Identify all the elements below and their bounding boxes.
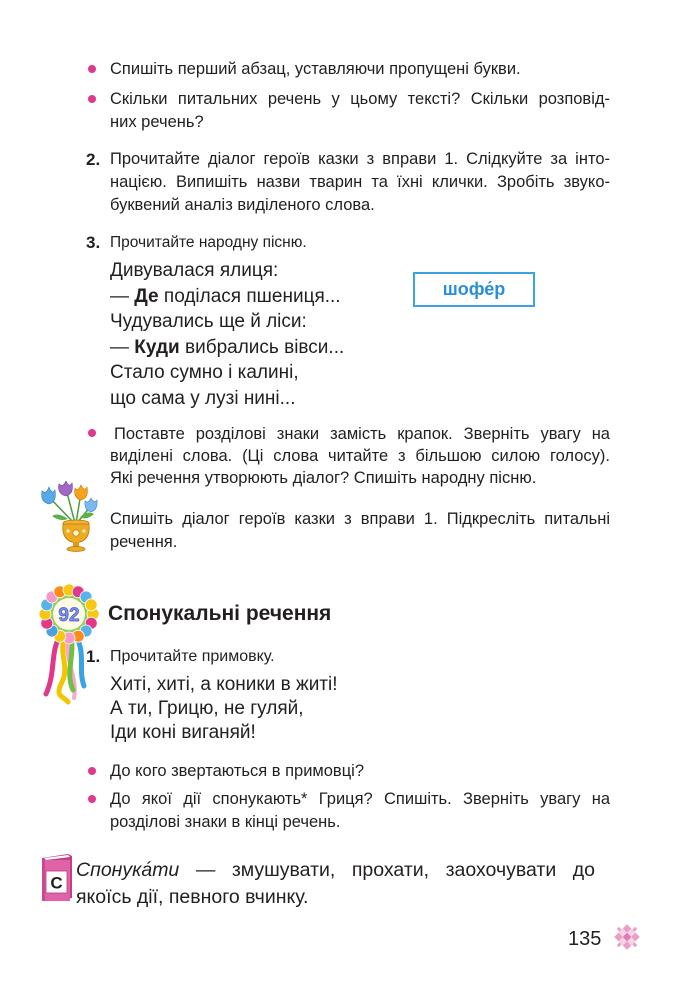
dictionary-term: Спонука́ти (76, 859, 180, 881)
exercise-instruction: Прочитайте народну пісню. (110, 234, 307, 251)
exercise-3 (86, 231, 610, 254)
page-number: 135 (568, 928, 602, 950)
task-bullet-item (110, 88, 610, 134)
task-bullet-item (110, 58, 610, 81)
task-bullet-item (110, 760, 610, 783)
task-line: До кого звертаються в примовці? (110, 762, 364, 780)
exercise-number: 3. (86, 233, 101, 252)
task-line: Які речення утворюють діалог? Спишіть народну пісню. (110, 469, 537, 487)
dictionary-entry (76, 857, 595, 911)
exercise-number: 1. (86, 647, 101, 666)
poem-line-text: що сама у лузі нині... (110, 387, 296, 409)
poem-line (110, 386, 344, 412)
exercise-instruction: Прочитайте примовку. (110, 648, 275, 665)
poem-line-text: Чудувались ще й ліси: (110, 311, 307, 332)
bullet-dot (88, 767, 96, 775)
exercise-line: нацією. Випишіть назви тварин та їхні клички. Зробіть звуко- (110, 173, 610, 191)
poem-line-text: вибрались вівси... (185, 336, 345, 358)
lesson-title: Спонукальні речення (108, 602, 332, 625)
bullet-dot (88, 95, 96, 103)
bullet-dot (88, 429, 96, 437)
task-line: них речень? (110, 113, 204, 131)
poem-line (110, 284, 344, 310)
bullet-dot (88, 795, 96, 803)
dictionary-definition: — змушувати, прохати, заохочувати до (195, 859, 595, 881)
exercise-line: Прочитайте діалог героїв казки з вправи 1. Слідкуйте за інто- (110, 150, 610, 168)
task-line: Скільки питальних речень у цьому тексті? Скільки розповід- (110, 90, 610, 108)
poem-line (110, 258, 344, 284)
flower-vase-icon (36, 481, 98, 553)
exercise-number: 2. (86, 150, 101, 169)
embroidery-ornament-icon (612, 922, 642, 952)
lesson-number: 92 (58, 605, 80, 626)
exercise-line: буквений аналіз виділеного слова. (110, 196, 375, 214)
poem-line: А ти, Грицю, не гуляй, (110, 698, 304, 719)
poem-line (110, 360, 344, 386)
lesson-exercise-1 (86, 645, 610, 668)
poem-line: Хиті, хиті, а коники в житі! (110, 674, 338, 695)
poem-line (110, 335, 344, 361)
task-line: Поставте розділові знаки замість крапок. Зверніть увагу на (114, 425, 610, 443)
dictionary-line (76, 857, 595, 884)
poem-dash: — (110, 336, 129, 358)
folk-song-poem (110, 258, 344, 411)
poem-line-text: поділася пшениця... (163, 285, 341, 307)
poem-line (110, 309, 344, 335)
poem-line: Іди коні виганяй! (110, 722, 256, 743)
highlighted-word: Де (134, 285, 159, 307)
poem-line-text: Дивувалася ялиця: (110, 260, 279, 281)
rhyme-poem (110, 673, 338, 745)
task-bullet-item (110, 423, 610, 489)
dictionary-letter: С (50, 873, 63, 893)
task-line: розділові знаки в кінці речень. (110, 813, 341, 831)
task-line: Спишіть діалог героїв казки з вправи 1. Підкресліть питальні (110, 510, 610, 528)
bullet-dot (88, 65, 96, 73)
poem-line-text: Стало сумно і калині, (110, 362, 299, 383)
task-line: До якої дії спонукають* Гриця? Спишіть. Зверніть увагу на (110, 790, 610, 808)
task-bullet-item (110, 788, 610, 834)
vase-task (110, 508, 610, 554)
dictionary-book-icon (38, 852, 74, 902)
dictionary-line: якоїсь дії, певного вчинку. (76, 886, 309, 908)
poem-dash: — (110, 285, 129, 307)
exercise-2 (86, 148, 610, 217)
highlighted-word: Куди (134, 336, 180, 358)
task-line: виділені слова. (Ці слова читайте з більшою силою голосу). (110, 447, 610, 465)
task-line: Спишіть перший абзац, уставляючи пропущені букви. (110, 60, 521, 78)
vocabulary-word-box: шофе́р (413, 272, 535, 307)
task-line: речення. (110, 533, 178, 551)
